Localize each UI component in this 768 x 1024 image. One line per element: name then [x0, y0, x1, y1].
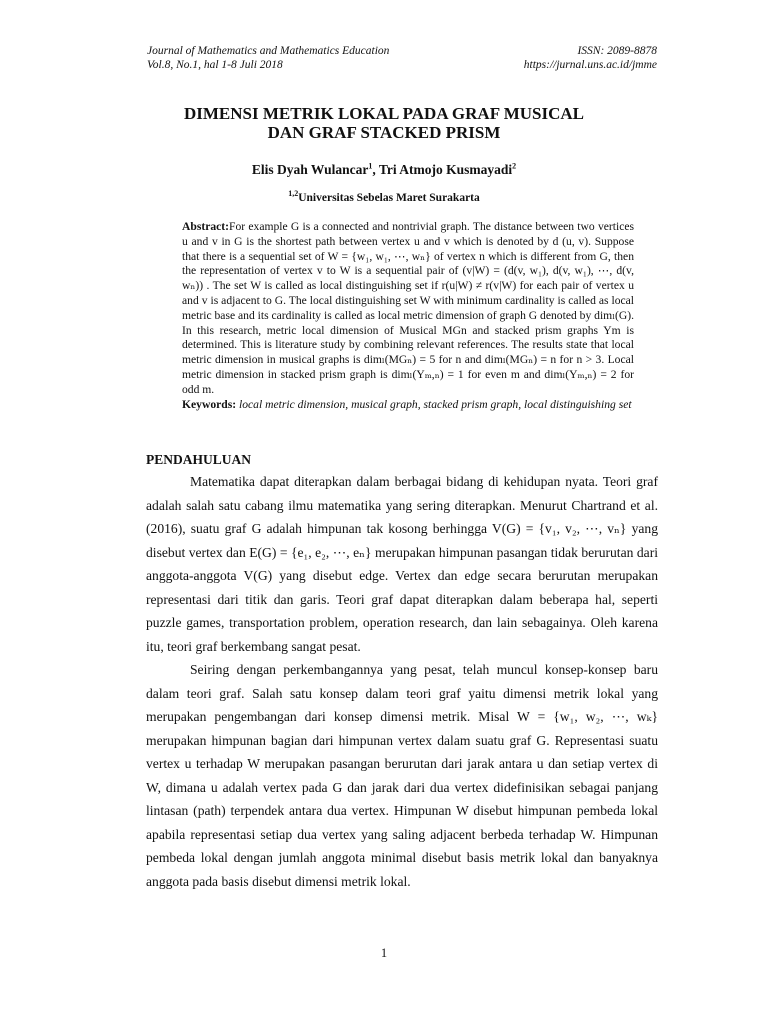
keywords-paragraph [182, 398, 634, 413]
abstract-paragraph [182, 220, 634, 398]
section-body [146, 470, 658, 893]
affiliation-sup: 1,2 [288, 189, 299, 199]
body-paragraph-1: Matematika dapat diterapkan dalam berbagai bidang di kehidupan nyata. Teori graf adalah salah satu cabang ilmu matematika yang sering diterapkan. Menurut Chartrand et al. (2016), suatu graf G adalah himpunan tak kosong berhingga V(G) = {v₁, v₂, ⋯, vₙ} yang disebut vertex dan E(G) = {e₁, e₂, ⋯, eₙ} merupakan himpunan pasangan tidak berurutan dari anggota-anggota V(G) yang disebut edge. Vertex dan edge secara berurutan merupakan representasi dari titik dan garis. Teori graf dapat diterapkan dalam beberapa hal, seperti puzzle games, transportation problem, operation research, dan lain sebagainya. Oleh karena itu, teori graf berkembang sangat pesat. [146, 474, 658, 654]
author-2-sup: 2 [512, 161, 517, 171]
section-heading: PENDAHULUAN [146, 452, 252, 467]
author-2: Tri Atmojo Kusmayadi [378, 162, 513, 177]
title-line-2: DAN GRAF STACKED PRISM [267, 123, 501, 142]
paper-title [0, 104, 768, 142]
abstract-text: For example G is a connected and nontrivial graph. The distance between two vertices u and v in G is the shortest path between vertex u and v which is denoted by d (u, v). Suppose that there is a sequential set of W = {w₁, w₁, ⋯, wₙ} of vertex n which is different from G, then the representation of vertex v to W is a sequential pair of (v|W) = (d(v, w₁), d(v, w₁), ⋯, d(v, wₙ)) . The set W is called as local distinguishing set if r(u|W) ≠ r(v|W) for each pair of vertex u and v is adjacent to G. The local distinguishing set W with minimum cardinality is called as local metric base and its cardinality is called as local metric dimension of graph G denoted by dimₗ(G). In this research, metric local dimension of Musical MGn and stacked prism graphs Ym is determined. This is literature study by combining relevant references. The results state that local metric dimension in musical graphs is dimₗ(MGₙ) = 5 for n and dimₗ(MGₙ) = n for n > 3. Local metric dimension in stacked prism graph is dimₗ(Yₘ,ₙ) = 1 for even m and dimₗ(Yₘ,ₙ) = 2 for odd m. [182, 220, 634, 396]
running-header [147, 44, 657, 72]
journal-name: Journal of Mathematics and Mathematics Education [147, 45, 390, 57]
title-line-1: DIMENSI METRIK LOKAL PADA GRAF MUSICAL [183, 104, 584, 123]
author-1-sup: 1 [368, 161, 373, 171]
abstract-label: Abstract: [182, 220, 230, 233]
author-list [0, 162, 768, 178]
affiliation [0, 189, 768, 204]
volume-info: Vol.8, No.1, hal 1-8 Juli 2018 [147, 59, 283, 71]
issn: ISSN: 2089-8878 [577, 45, 657, 57]
body-paragraph-2: Seiring dengan perkembangannya yang pesat, telah muncul konsep-konsep baru dalam teori graf. Salah satu konsep dalam teori graf yaitu dimensi metrik lokal yang merupakan pengembangan dari konsep dimensi metrik. Misal W = {w₁, w₂, ⋯, wₖ} merupakan himpunan bagian dari himpunan vertex dalam suatu graf G. Representasi suatu vertex u terhadap W merupakan pasangan berurutan dari jarak antara u dan setiap vertex di W, dimana u adalah vertex pada G dan jarak dari dua vertex didefinisikan sebagai panjang lintasan (path) terpendek antara dua vertex. Himpunan W disebut himpunan pembeda lokal apabila representasi setiap dua vertex yang saling adjacent berbeda terhadap W. Himpunan pembeda lokal dengan jumlah anggota minimal disebut basis metrik lokal dan banyaknya anggota pada basis disebut dimensi metrik lokal. [146, 662, 658, 889]
author-1: Elis Dyah Wulancar [251, 162, 369, 177]
affiliation-name: Universitas Sebelas Maret Surakarta [298, 192, 480, 204]
author-separator: , [372, 162, 379, 177]
keywords-label: Keywords: [182, 397, 237, 411]
journal-url: https://jurnal.uns.ac.id/jmme [523, 59, 657, 71]
page-number: 1 [380, 946, 388, 960]
keywords-text: local metric dimension, musical graph, stacked prism graph, local distinguishing set [239, 397, 632, 411]
abstract [182, 220, 634, 412]
